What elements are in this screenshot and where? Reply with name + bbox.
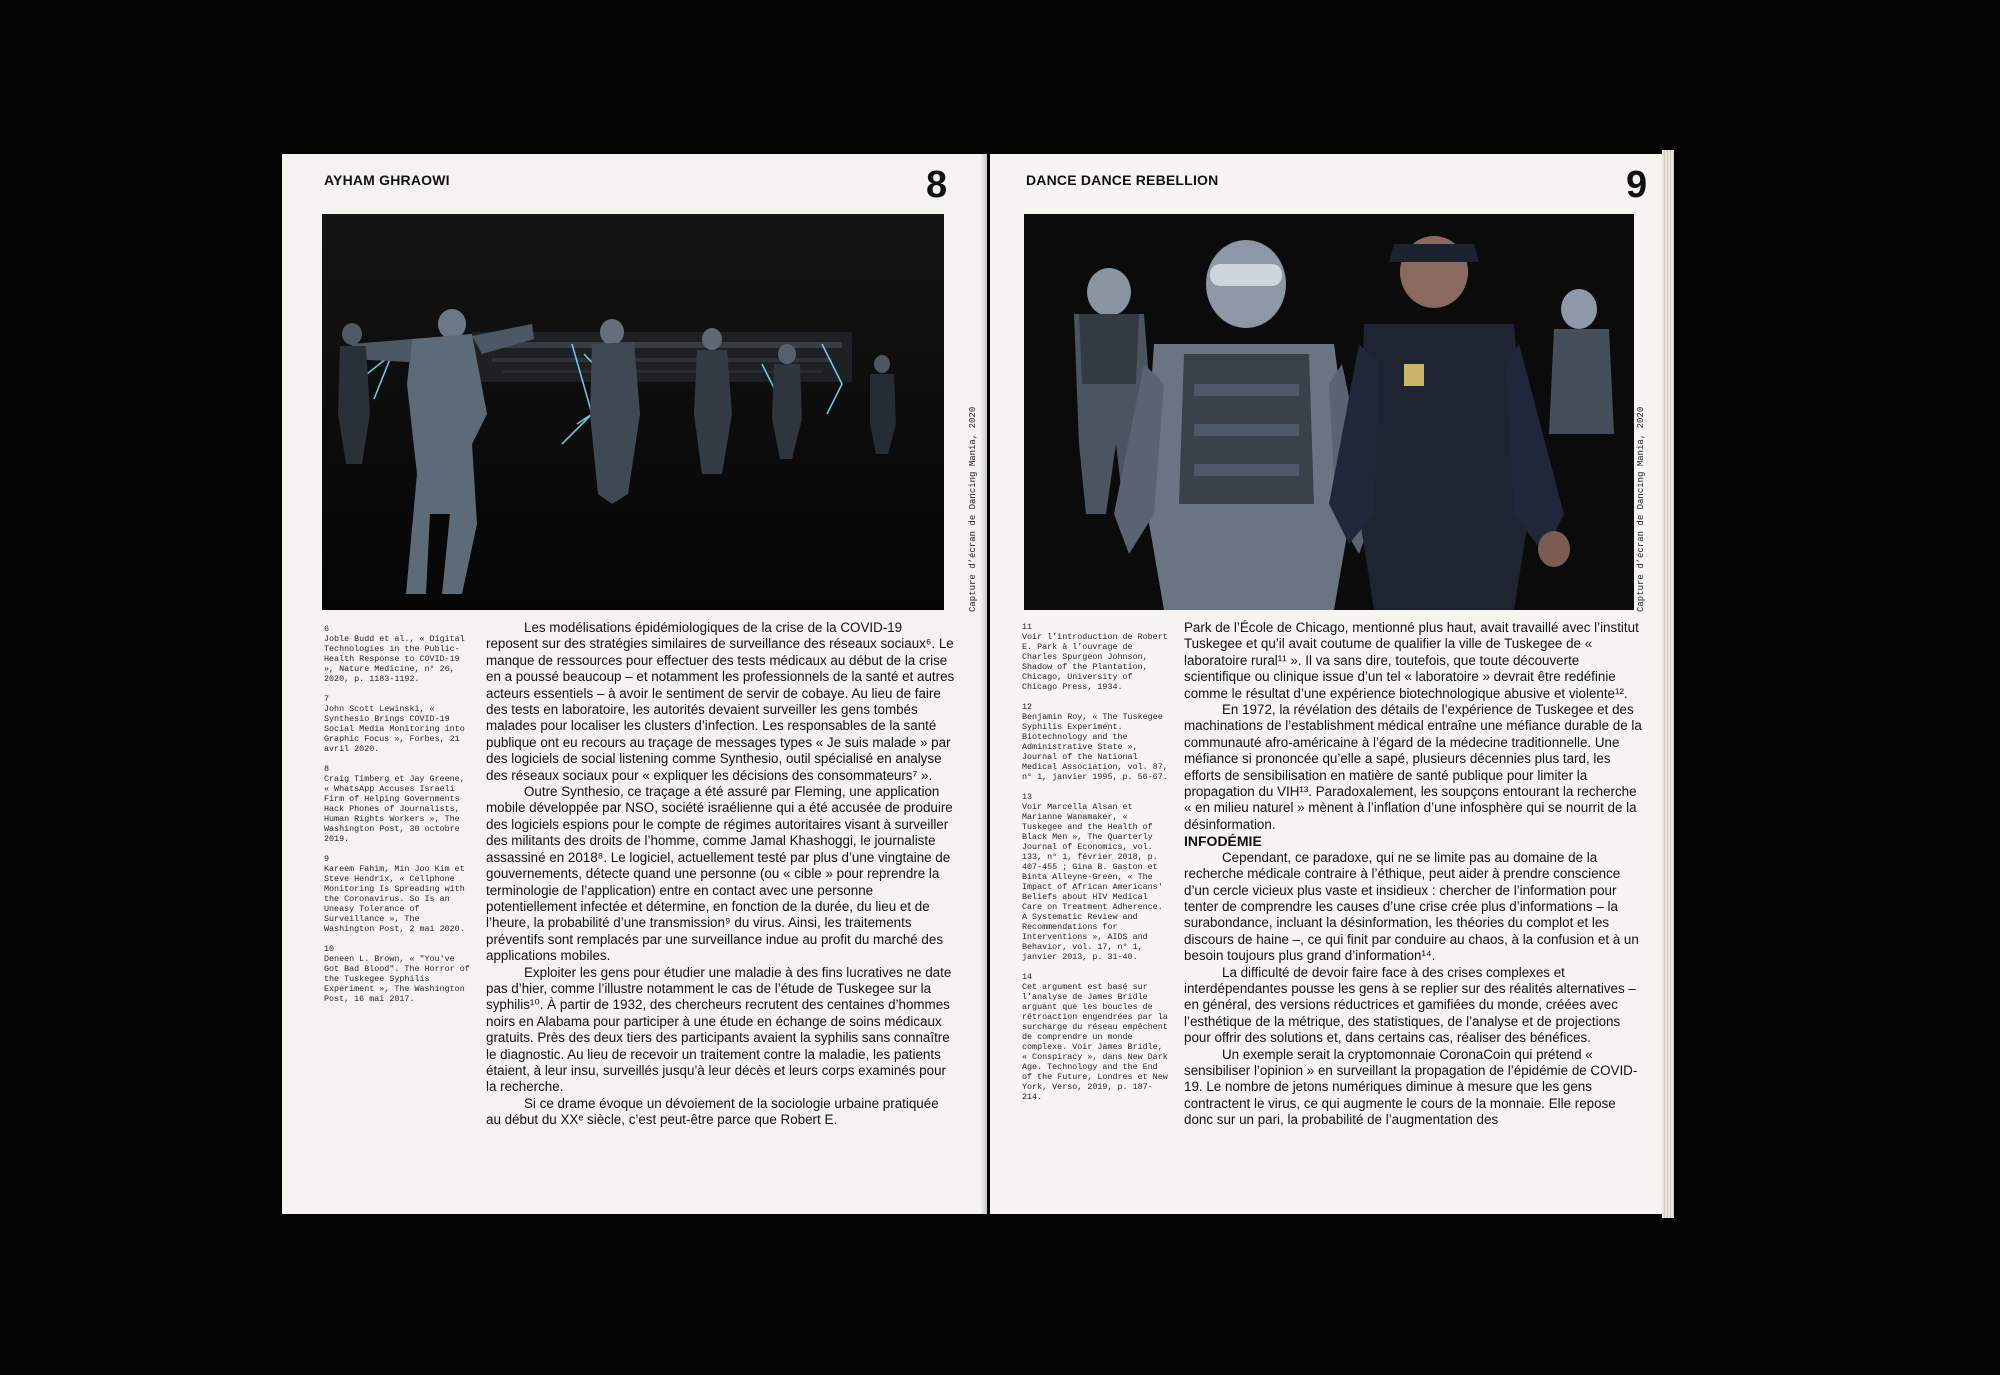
footnote — [1022, 792, 1172, 962]
dancing-police-figures-image — [322, 214, 944, 610]
footnote-number: 8 — [324, 764, 330, 774]
footnote-number: 10 — [324, 944, 335, 954]
right-footnotes — [1022, 622, 1172, 1112]
footnote — [324, 764, 474, 844]
footnote — [324, 694, 474, 754]
paragraph: Un exemple serait la cryptomonnaie CoronaCoin qui prétend « sensibiliser l’opinion » en surveillant la propagation de l’épidémie de COVID-19. Le nombre de jetons numériques diminue à mesure que les gens contractent le virus, ce qui augmente le cours de la monnaie. Elle repose donc sur un pari, la probabilité de l’augmentation des — [1184, 1046, 1638, 1128]
right-body-text — [1184, 620, 1644, 1129]
page-stack-edge — [1662, 150, 1674, 1218]
footnote-text: Voir Marcella Alsan et Marianne Wanamaker, « Tuskegee and the Health of Black Men », The Quarterly Journal of Economics, vol. 133, n° 1, février 2018, p. 407-455 ; Gina B. Gaston et Binta Alleyne-Green, « The Impact of African Americans' Beliefs about HIV Medical Care on Treatment Adherence. A Systematic Review and Recommendations for Interventions », AIDS and Behavior, vol. 17, n° 1, janvier 2013, p. 31-40. — [1022, 802, 1163, 962]
footnote-number: 12 — [1022, 702, 1033, 712]
footnote-text: Cet argument est basé sur l’analyse de James Bridle arguant que les boucles de rétroaction engendrées par la surcharge du réseau empêchent de comprendre un monde complexe. Voir James Bridle, « Conspiracy », dans New Dark Age. Technology and the End of the Future, Londres et New York, Verso, 2019, p. 187-214. — [1022, 982, 1168, 1102]
paragraph: Si ce drame évoque un dévoiement de la sociologie urbaine pratiquée au début du XXᵉ siècle, c’est peut-être parce que Robert E. — [486, 1095, 939, 1128]
footnote-number: 14 — [1022, 972, 1033, 982]
footnote — [1022, 622, 1172, 692]
footnote-number: 13 — [1022, 792, 1033, 802]
paragraph: La difficulté de devoir faire face à des crises complexes et interdépendantes pousse les gens à se replier sur des réalités alternatives – en général, des versions réductrices et gamifiées du monde, créées avec l’esthétique de la métrique, des statistiques, de l’analyse et de projections pour offrir des solutions et, dans certains cas, réaliser des bénéfices. — [1184, 964, 1636, 1046]
footnote — [324, 854, 474, 934]
right-page — [990, 154, 1662, 1214]
footnote-text: Craig Timberg et Jay Greene, « WhatsApp Accuses Israeli Firm of Helping Governments Hack Phones of Journalists, Human Rights Workers », The Washington Post, 30 octobre 2019. — [324, 774, 465, 844]
left-body-text — [486, 620, 956, 1129]
paragraph: Exploiter les gens pour étudier une maladie à des fins lucratives ne date pas d’hier, comme l’illustre notamment le cas de l’étude de Tuskegee sur la syphilis¹⁰. À partir de 1932, des chercheurs recrutent des centaines d’hommes noirs en Alabama pour participer à une étude en échange de soins médicaux gratuits. Près des deux tiers des participants avaient la syphilis sans connaître le diagnostic. Au lieu de recevoir un traitement contre la maladie, les patients étaient, à leur insu, surveillés jusqu’à leur décès et leurs corps examinés pour la recherche. — [486, 964, 952, 1095]
footnote — [324, 944, 474, 1004]
footnote-text: Deneen L. Brown, « "You've Got Bad Blood". The Horror of the Tuskegee Syphilis Experiment », The Washington Post, 16 mai 2017. — [324, 954, 470, 1004]
right-page-header: DANCE DANCE REBELLION — [1026, 172, 1219, 188]
footnote-text: Joble Budd et al., « Digital Technologies in the Public-Health Response to COVID-19 », Nature Medicine, n° 26, 2020, p. 1183-1192. — [324, 634, 465, 684]
left-footnotes — [324, 624, 474, 1014]
footnote-number: 6 — [324, 624, 330, 634]
footnote — [1022, 972, 1172, 1102]
footnote-text: Benjamin Roy, « The Tuskegee Syphilis Experiment. Biotechnology and the Administrative State », Journal of the National Medical Association, vol. 87, n° 1, janvier 1995, p. 56-67. — [1022, 712, 1168, 782]
footnote-text: Kareem Fahim, Min Joo Kim et Steve Hendrix, « Cellphone Monitoring Is Spreading with the Coronavirus. So Is an Uneasy Tolerance of Surveillance », The Washington Post, 2 mai 2020. — [324, 864, 465, 934]
right-page-number: 9 — [1626, 164, 1648, 206]
police-characters-image — [1024, 214, 1634, 610]
footnote-text: John Scott Lewinski, « Synthesio Brings COVID-19 Social Media Monitoring into Graphic Focus », Forbes, 21 avril 2020. — [324, 704, 465, 754]
paragraph: Cependant, ce paradoxe, qui ne se limite pas au domaine de la recherche médicale contraire à l’éthique, peut aider à prendre conscience d’un cercle vicieux plus vaste et insidieux : chercher de l’information pour tenter de comprendre les causes d’une crise crée plus d’informations – la surabondance, incluant la désinformation, les théories du complot et les discours de haine –, ce qui finit par conduire au chaos, à la confusion et à un besoin toujours plus grand d’information¹⁴. — [1184, 849, 1639, 964]
footnote-number: 7 — [324, 694, 330, 704]
left-image-caption: Capture d’écran de Dancing Mania, 2020 — [968, 406, 978, 612]
footnote-text: Voir l’introduction de Robert E. Park à l’ouvrage de Charles Spurgeon Johnson, Shadow of the Plantation, Chicago, University of Chicago Press, 1934. — [1022, 632, 1168, 692]
paragraph: En 1972, la révélation des détails de l’expérience de Tuskegee et des machinations de l’establishment médical entraîne une méfiance durable de la communauté afro-américaine à l’égard de la médecine traditionnelle. Une méfiance si prononcée qu’elle a sapé, plusieurs décennies plus tard, les efforts de sensibilisation en matière de santé publique pour limiter la propagation du VIH¹³. Paradoxalement, les soupçons entourant la recherche « en milieu naturel » mènent à l’inflation d’une infosphère qui se nourrit de la désinformation. — [1184, 702, 1642, 832]
left-page — [282, 154, 987, 1214]
paragraph: Outre Synthesio, ce traçage a été assuré par Fleming, une application mobile développée par NSO, société israélienne qui a été accusée de produire des logiciels espions pour le compte de régimes autoritaires visant à surveiller des militants des droits de l’homme, comme Jamal Khashoggi, le journaliste assassiné en 2018⁸. Le logiciel, actuellement testé par plus d’une vingtaine de gouvernements, détecte quand une personne (ou « cible » pour reprendre la terminologie de l’application) entre en contact avec une personne potentiellement infectée et détermine, en fonction de la durée, du lieu et de l’heure, la probabilité d’une transmission⁹ du virus. Ainsi, les traitements préventifs sont remplacés par une surveillance indue au profit du marché des applications mobiles. — [486, 784, 953, 964]
left-dancers-photo — [322, 214, 944, 610]
footnote-number: 9 — [324, 854, 330, 864]
footnote-number: 11 — [1022, 622, 1033, 632]
footnote — [1022, 702, 1172, 782]
paragraph: Les modélisations épidémiologiques de la crise de la COVID-19 reposent sur des stratégies similaires de surveillance des réseaux sociaux⁶. Le manque de ressources pour effectuer des tests médicaux au début de la crise en a poussé beaucoup – et notamment les professionnels de la santé et autres acteurs essentiels – à avoir le sentiment de servir de cobaye. Au lieu de faire des tests en laboratoire, les autorités devaient surveiller les gens tombés malades pour localiser les clusters d’infection. Les responsables de la santé publique ont eu recours au traçage de messages types « Je suis malade » par des logiciels de social listening comme Synthesio, outil spécialisé en analyse des réseaux sociaux pour « expliquer les décisions des consommateurs⁷ ». — [486, 620, 955, 783]
section-title: INFODÉMIE — [1184, 833, 1262, 850]
left-page-number: 8 — [926, 164, 948, 206]
left-page-header: AYHAM GHRAOWI — [324, 172, 450, 188]
right-image-caption: Capture d’écran de Dancing Mania, 2020 — [1636, 406, 1646, 612]
footnote — [324, 624, 474, 684]
paragraph: Park de l’École de Chicago, mentionné plus haut, avait travaillé avec l’institut Tuskegee et qu’il avait coutume de qualifier la ville de Tuskegee de « laboratoire rural¹¹ ». Il va sans dire, toutefois, que toute découverte scientifique ou clinique issue d’un tel « laboratoire » devrait être redéfinie comme le résultat d’une expérience biotechnologique abusive et violente¹². — [1184, 620, 1639, 701]
right-police-photo — [1024, 214, 1634, 610]
